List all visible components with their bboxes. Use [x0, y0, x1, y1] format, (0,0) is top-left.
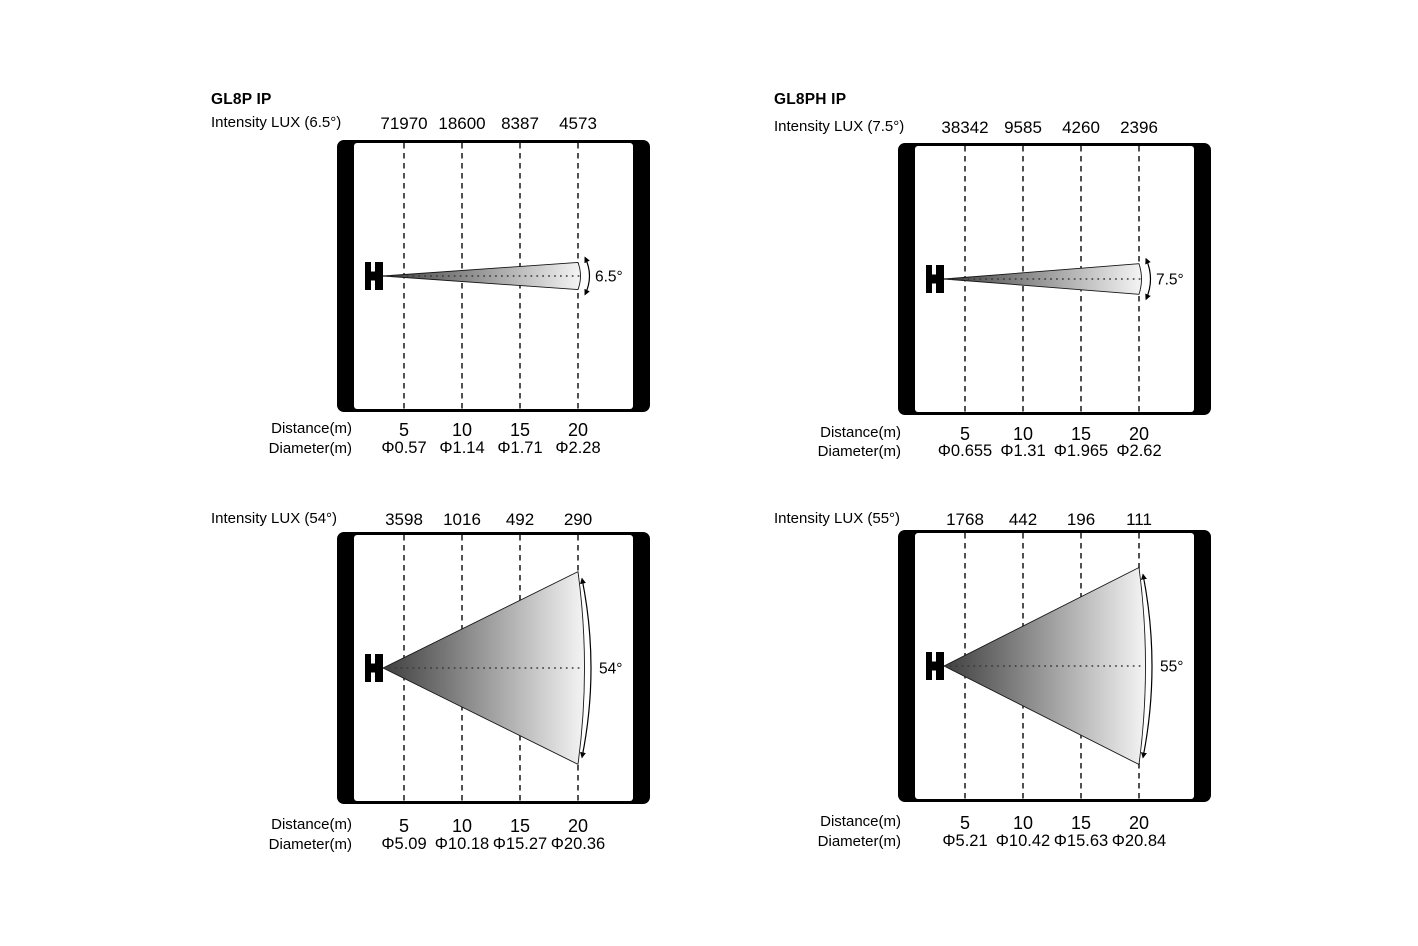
intensity-values	[375, 114, 607, 134]
diameter-value: Φ1.31	[1000, 442, 1046, 460]
diameter-value: Φ5.21	[942, 832, 988, 850]
diameter-label: Diameter(m)	[268, 836, 352, 853]
diameter-value: Φ1.71	[497, 439, 543, 457]
distance-label: Distance(m)	[820, 813, 901, 830]
distance-label: Distance(m)	[271, 816, 352, 833]
diameter-row	[774, 442, 1254, 464]
diameter-row	[774, 832, 1254, 854]
intensity-row	[211, 509, 691, 531]
beam-diagram	[337, 532, 650, 804]
diameter-value: Φ0.655	[937, 442, 993, 460]
distance-value: 20	[1128, 424, 1150, 444]
diameter-label: Diameter(m)	[817, 443, 901, 460]
diameter-values	[375, 439, 607, 458]
distance-value: 20	[567, 816, 589, 836]
intensity-value: 4573	[559, 114, 597, 133]
intensity-value: 492	[505, 510, 535, 529]
intensity-value: 4260	[1062, 118, 1100, 137]
distance-value: 10	[1012, 424, 1034, 444]
diameter-value: Φ20.36	[550, 835, 606, 853]
intensity-row	[211, 113, 691, 135]
intensity-value: 3598	[385, 510, 423, 529]
diameter-value: Φ10.18	[434, 835, 490, 853]
distance-row	[774, 812, 1254, 834]
distance-label: Distance(m)	[271, 420, 352, 437]
panel-gl8p-ip-wide	[211, 500, 691, 910]
intensity-value: 38342	[941, 118, 989, 137]
distance-row	[211, 815, 691, 837]
diameter-value: Φ2.28	[555, 439, 601, 457]
diameter-label: Diameter(m)	[268, 440, 352, 457]
diameter-values	[936, 832, 1168, 851]
distance-value: 10	[1012, 813, 1034, 833]
diameter-value: Φ5.09	[381, 835, 427, 853]
intensity-label: Intensity LUX (6.5°)	[211, 114, 342, 131]
panel-gl8ph-ip-wide	[774, 498, 1254, 908]
diameter-value: Φ0.57	[381, 439, 427, 457]
diameter-value: Φ15.27	[492, 835, 548, 853]
intensity-values	[936, 510, 1168, 530]
diameter-row	[211, 439, 691, 461]
diameter-value: Φ15.63	[1053, 832, 1109, 850]
intensity-row	[774, 117, 1254, 139]
distance-value: 10	[451, 816, 473, 836]
intensity-value: 290	[563, 510, 593, 529]
diameter-row	[211, 835, 691, 857]
distance-value: 5	[959, 424, 970, 444]
diameter-value: Φ1.14	[439, 439, 485, 457]
distance-value: 15	[1070, 424, 1092, 444]
intensity-values	[936, 118, 1168, 138]
beam-diagram	[898, 530, 1211, 802]
intensity-value: 71970	[380, 114, 428, 133]
diameter-values	[936, 442, 1168, 461]
distance-value: 20	[567, 420, 589, 440]
intensity-value: 442	[1008, 510, 1038, 529]
intensity-value: 1016	[443, 510, 481, 529]
distance-values	[375, 816, 607, 837]
distance-row	[211, 419, 691, 441]
distance-value: 15	[1070, 813, 1092, 833]
distance-value: 10	[451, 420, 473, 440]
intensity-label: Intensity LUX (55°)	[774, 510, 901, 527]
distance-values	[375, 420, 607, 441]
distance-value: 5	[959, 813, 970, 833]
intensity-value: 2396	[1120, 118, 1158, 137]
distance-values	[936, 813, 1168, 834]
distance-label: Distance(m)	[820, 424, 901, 441]
diameter-value: Φ1.965	[1053, 442, 1109, 460]
angle-label: 55°	[1160, 658, 1184, 676]
intensity-label: Intensity LUX (54°)	[211, 510, 338, 527]
panel-gl8p-ip-narrow	[211, 86, 691, 496]
intensity-value: 111	[1126, 510, 1152, 529]
angle-label: 54°	[599, 660, 623, 678]
intensity-row	[774, 509, 1254, 531]
beam-diagram	[898, 143, 1211, 415]
intensity-value: 8387	[501, 114, 539, 133]
beam-diagram	[337, 140, 650, 412]
intensity-value: 196	[1066, 510, 1096, 529]
angle-label: 6.5°	[595, 268, 623, 286]
diameter-value: Φ2.62	[1116, 442, 1162, 460]
intensity-label: Intensity LUX (7.5°)	[774, 118, 905, 135]
intensity-value: 1768	[946, 510, 984, 529]
diameter-value: Φ20.84	[1111, 832, 1167, 850]
diameter-label: Diameter(m)	[817, 833, 901, 850]
angle-label: 7.5°	[1156, 271, 1184, 289]
intensity-value: 18600	[438, 114, 486, 133]
intensity-value: 9585	[1004, 118, 1042, 137]
panel-title: GL8PH IP	[774, 91, 847, 108]
panel-title: GL8P IP	[211, 91, 272, 108]
distance-value: 5	[398, 816, 409, 836]
distance-value: 5	[398, 420, 409, 440]
distance-value: 20	[1128, 813, 1150, 833]
intensity-values	[375, 510, 607, 530]
distance-value: 15	[509, 816, 531, 836]
panel-gl8ph-ip-narrow	[774, 86, 1254, 496]
distance-value: 15	[509, 420, 531, 440]
diameter-values	[375, 835, 607, 854]
diameter-value: Φ10.42	[995, 832, 1051, 850]
